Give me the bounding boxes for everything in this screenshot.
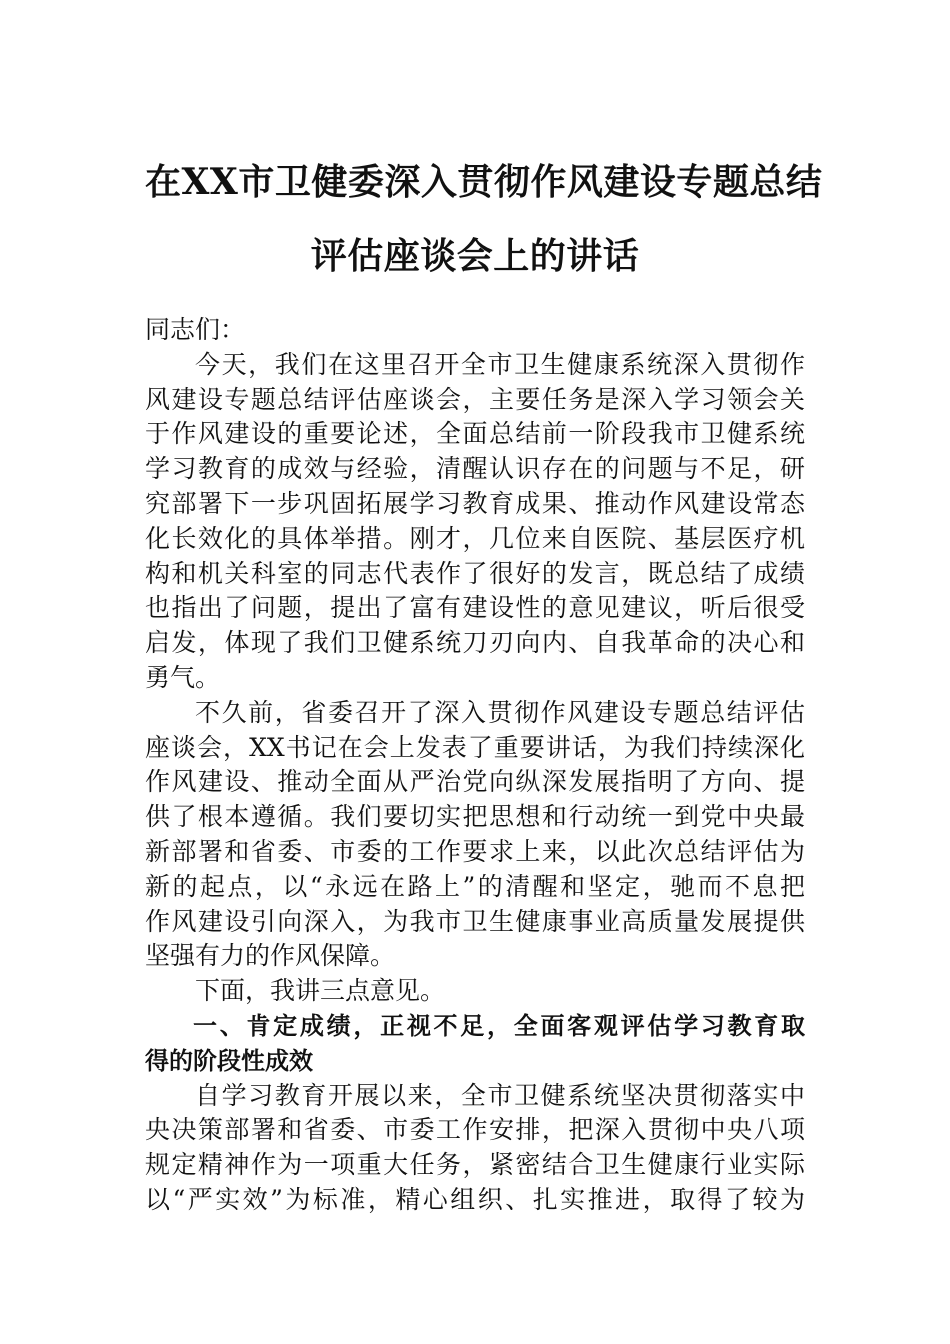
- text-line: 新的起点，以“永远在路上”的清醒和坚定，驰而不息把: [145, 871, 805, 901]
- document-title: [145, 145, 823, 293]
- paragraph-section-1: [145, 1079, 805, 1218]
- heading-line: 一、肯定成绩，正视不足，全面客观评估学习教育取: [193, 1011, 805, 1040]
- salutation: 同志们：: [145, 315, 246, 344]
- paragraph-opening: [145, 348, 805, 696]
- text-line: 风建设专题总结评估座谈会，主要任务是深入学习领会关: [145, 384, 805, 414]
- heading-line: 得的阶段性成效: [145, 1046, 313, 1075]
- text-line: 座谈会，XX书记在会上发表了重要讲话，为我们持续深化: [145, 732, 805, 762]
- title-line: 在XX市卫健委深入贯彻作风建设专题总结: [145, 161, 823, 203]
- text-line: 构和机关科室的同志代表作了很好的发言，既总结了成绩: [145, 558, 805, 588]
- text-line: 供了根本遵循。我们要切实把思想和行动统一到党中央最: [145, 802, 805, 832]
- text-line: 今天，我们在这里召开全市卫生健康系统深入贯彻作: [195, 349, 805, 379]
- text-line: 也指出了问题，提出了富有建设性的意见建议，听后很受: [145, 593, 805, 623]
- text-line: 不久前，省委召开了深入贯彻作风建设专题总结评估: [195, 697, 805, 727]
- text-line: 央决策部署和省委、市委工作安排，把深入贯彻中央八项: [145, 1115, 805, 1145]
- text-line: 新部署和省委、市委的工作要求上来，以此次总结评估为: [145, 836, 805, 866]
- text-line: 规定精神作为一项重大任务，紧密结合卫生健康行业实际: [145, 1150, 805, 1180]
- text-line: 作风建设、推动全面从严治党向纵深发展指明了方向、提: [145, 767, 805, 797]
- paragraph-transition: [145, 974, 805, 1009]
- paragraph-background: [145, 696, 805, 974]
- document-page: [145, 145, 823, 1218]
- title-line: 评估座谈会上的讲话: [310, 235, 640, 277]
- document-body: [145, 313, 805, 1218]
- text-line: 启发，体现了我们卫健系统刀刃向内、自我革命的决心和: [145, 628, 805, 658]
- text-line: 以“严实效”为标准，精心组织、扎实推进，取得了较为: [145, 1184, 805, 1214]
- text-line: 坚强有力的作风保障。: [145, 941, 396, 971]
- section-heading-1: [145, 1009, 805, 1079]
- text-line: 自学习教育开展以来，全市卫健系统坚决贯彻落实中: [195, 1080, 805, 1110]
- text-line: 勇气。: [145, 662, 221, 692]
- text-line: 作风建设引向深入，为我市卫生健康事业高质量发展提供: [145, 906, 805, 936]
- text-line: 于作风建设的重要论述，全面总结前一阶段我市卫健系统: [145, 419, 805, 449]
- text-line: 下面，我讲三点意见。: [195, 976, 446, 1006]
- text-line: 化长效化的具体举措。刚才，几位来自医院、基层医疗机: [145, 523, 805, 553]
- text-line: 学习教育的成效与经验，清醒认识存在的问题与不足，研: [145, 454, 805, 484]
- text-line: 究部署下一步巩固拓展学习教育成果、推动作风建设常态: [145, 488, 805, 518]
